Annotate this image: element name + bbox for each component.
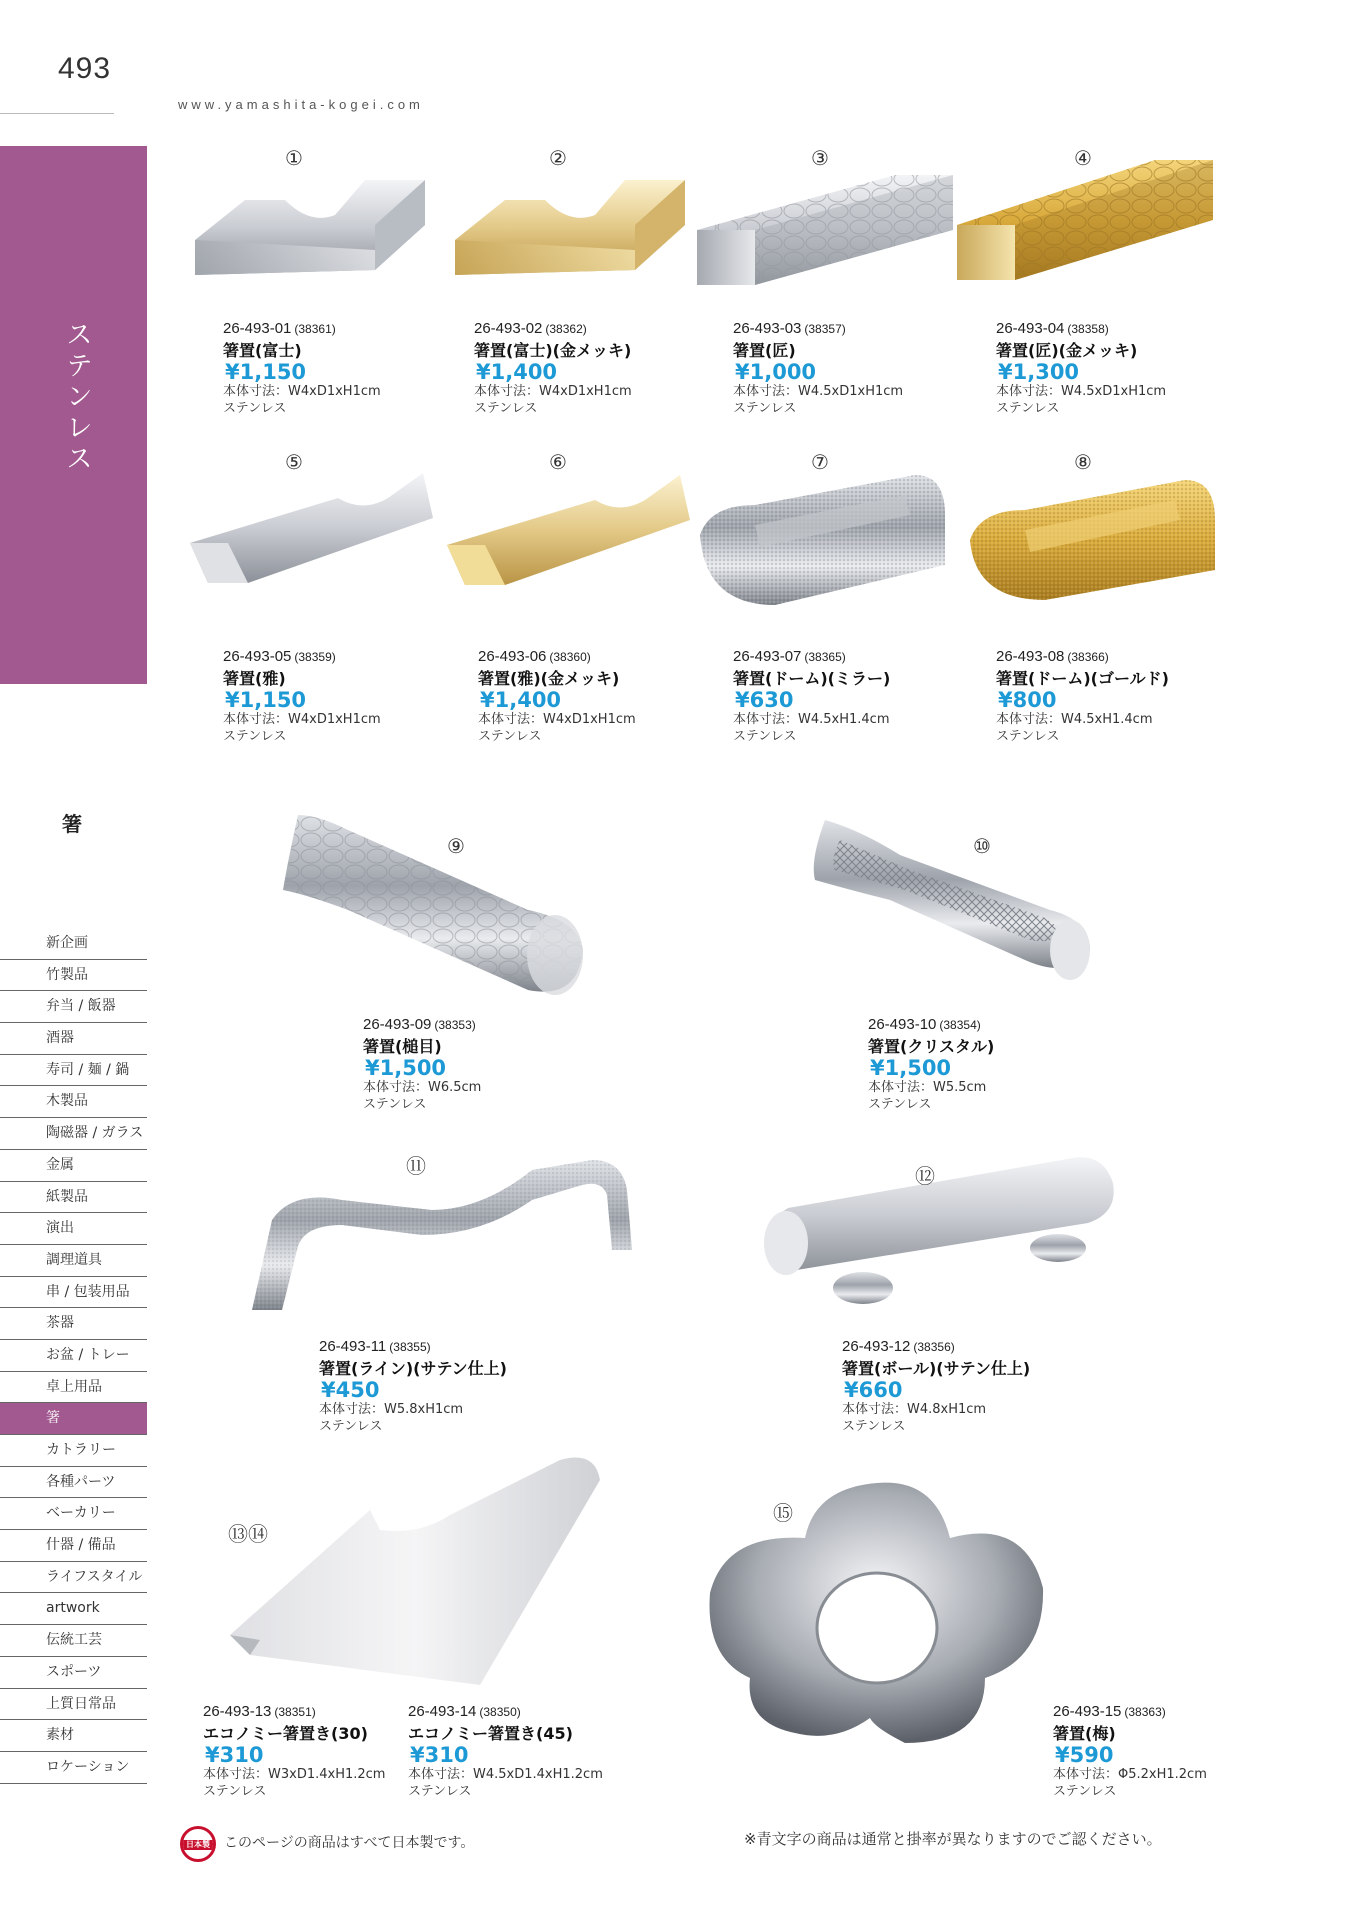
- product-price: ¥630: [735, 688, 794, 712]
- product-material: ステンレス: [223, 401, 287, 416]
- product-ref: (38360): [549, 650, 591, 664]
- product-name: 箸置(クリスタル): [868, 1037, 995, 1056]
- nav-item[interactable]: 茶器: [0, 1308, 147, 1340]
- product-material: ステンレス: [363, 1097, 427, 1112]
- product-price: ¥1,150: [225, 360, 307, 384]
- product-dimensions: 本体寸法：W4xD1xH1cm: [478, 712, 636, 727]
- product-price: ¥590: [1055, 1743, 1114, 1767]
- product-code: 26-493-09 (38353): [363, 1016, 476, 1033]
- product-card[interactable]: [223, 648, 381, 745]
- product-name: 箸置(富士): [223, 341, 302, 360]
- product-photo-11: [232, 1140, 642, 1320]
- product-code: 26-493-13 (38351): [203, 1703, 316, 1720]
- product-name: 箸置(梅): [1053, 1724, 1116, 1743]
- product-code: 26-493-08 (38366): [996, 648, 1109, 665]
- product-price: ¥310: [205, 1743, 264, 1767]
- product-code: 26-493-05 (38359): [223, 648, 336, 665]
- product-material: ステンレス: [868, 1097, 932, 1112]
- product-price: ¥310: [410, 1743, 469, 1767]
- nav-item[interactable]: 演出: [0, 1213, 147, 1245]
- product-price: ¥450: [321, 1378, 380, 1402]
- product-ref: (38361): [294, 322, 336, 336]
- product-number: ⑩: [973, 834, 991, 858]
- side-nav: [0, 928, 147, 1784]
- product-code: 26-493-14 (38350): [408, 1703, 521, 1720]
- product-code: 26-493-06 (38360): [478, 648, 591, 665]
- nav-item[interactable]: 寿司 / 麺 / 鍋: [0, 1055, 147, 1087]
- product-code: 26-493-10 (38354): [868, 1016, 981, 1033]
- nav-item[interactable]: 竹製品: [0, 960, 147, 992]
- product-dimensions: 本体寸法：W4.5xD1xH1cm: [996, 384, 1167, 399]
- product-dimensions: 本体寸法：W4.5xH1.4cm: [996, 712, 1153, 727]
- nav-item[interactable]: 箸: [0, 1403, 147, 1435]
- product-material: ステンレス: [223, 729, 287, 744]
- nav-item[interactable]: 木製品: [0, 1086, 147, 1118]
- footer-note-left: このページの商品はすべて日本製です。: [224, 1835, 475, 1851]
- nav-item[interactable]: 卓上用品: [0, 1372, 147, 1404]
- nav-item[interactable]: 金属: [0, 1150, 147, 1182]
- product-name: 箸置(匠): [733, 341, 796, 360]
- product-photo-03: [695, 155, 955, 305]
- product-price: ¥800: [998, 688, 1057, 712]
- product-price: ¥1,150: [225, 688, 307, 712]
- product-card[interactable]: [478, 648, 636, 745]
- product-dimensions: 本体寸法：W4xD1xH1cm: [474, 384, 632, 399]
- nav-item[interactable]: お盆 / トレー: [0, 1340, 147, 1372]
- nav-item[interactable]: 紙製品: [0, 1182, 147, 1214]
- product-number: ⑮: [773, 1501, 793, 1525]
- product-number: ②: [549, 146, 567, 170]
- product-card[interactable]: [1053, 1703, 1207, 1800]
- nav-item[interactable]: ロケーション: [0, 1752, 147, 1784]
- nav-item[interactable]: 各種パーツ: [0, 1467, 147, 1499]
- product-photo-07: [695, 455, 955, 615]
- page-number: 493: [58, 52, 112, 85]
- product-number: ③: [811, 146, 829, 170]
- product-name: エコノミー箸置き(45): [408, 1724, 573, 1743]
- product-name: 箸置(雅)(金メッキ): [478, 669, 620, 688]
- product-material: ステンレス: [733, 401, 797, 416]
- product-number: ⑫: [915, 1164, 935, 1188]
- product-number: ④: [1074, 146, 1092, 170]
- product-dimensions: 本体寸法：W4.5xD1.4xH1.2cm: [408, 1767, 603, 1782]
- product-code: 26-493-02 (38362): [474, 320, 587, 337]
- nav-item[interactable]: 伝統工芸: [0, 1625, 147, 1657]
- product-photo-08: [965, 460, 1225, 610]
- product-dimensions: 本体寸法：W4.8xH1cm: [842, 1402, 987, 1417]
- product-ref: (38366): [1067, 650, 1109, 664]
- product-material: ステンレス: [478, 729, 542, 744]
- product-name: 箸置(雅): [223, 669, 286, 688]
- product-dimensions: 本体寸法：W6.5cm: [363, 1080, 482, 1095]
- product-material: ステンレス: [1053, 1784, 1117, 1799]
- product-price: ¥1,500: [870, 1056, 952, 1080]
- product-number: ⑧: [1074, 450, 1092, 474]
- product-ref: (38358): [1067, 322, 1109, 336]
- product-price: ¥1,500: [365, 1056, 447, 1080]
- product-material: ステンレス: [408, 1784, 472, 1799]
- product-dimensions: 本体寸法：W4.5xH1.4cm: [733, 712, 890, 727]
- nav-item[interactable]: 串 / 包装用品: [0, 1277, 147, 1309]
- product-card[interactable]: [474, 320, 632, 417]
- product-name: 箸置(ドーム)(ゴールド): [996, 669, 1169, 688]
- product-photo-01: [185, 170, 435, 310]
- nav-item[interactable]: カトラリー: [0, 1435, 147, 1467]
- product-name: 箸置(富士)(金メッキ): [474, 341, 632, 360]
- product-ref: (38350): [479, 1705, 521, 1719]
- product-photo-12: [758, 1148, 1148, 1308]
- product-number: ⑤: [285, 450, 303, 474]
- product-material: ステンレス: [996, 401, 1060, 416]
- product-code: 26-493-03 (38357): [733, 320, 846, 337]
- product-card[interactable]: [408, 1703, 603, 1800]
- product-card[interactable]: [996, 648, 1169, 745]
- product-name: 箸置(ライン)(サテン仕上): [319, 1359, 507, 1378]
- nav-item[interactable]: 弁当 / 飯器: [0, 991, 147, 1023]
- product-name: 箸置(槌目): [363, 1037, 442, 1056]
- product-photo-04: [955, 150, 1215, 300]
- product-card[interactable]: [733, 320, 903, 417]
- nav-item[interactable]: 上質日常品: [0, 1689, 147, 1721]
- product-photo-09: [278, 800, 608, 1000]
- product-number: ⑪: [406, 1154, 426, 1178]
- product-card[interactable]: [868, 1016, 994, 1113]
- product-material: ステンレス: [733, 729, 797, 744]
- product-photo-10: [800, 810, 1100, 990]
- product-photo-05: [188, 468, 438, 608]
- product-card[interactable]: [319, 1338, 507, 1435]
- product-ref: (38357): [804, 322, 846, 336]
- category-label: ステンレス: [61, 320, 92, 475]
- footer-note-right: ※青文字の商品は通常と掛率が異なりますのでご認ください。: [744, 1830, 1162, 1848]
- nav-item[interactable]: 什器 / 備品: [0, 1530, 147, 1562]
- nav-item[interactable]: 新企画: [0, 928, 147, 960]
- product-code: 26-493-11 (38355): [319, 1338, 431, 1355]
- product-price: ¥1,400: [476, 360, 558, 384]
- product-price: ¥1,400: [480, 688, 562, 712]
- product-code: 26-493-01 (38361): [223, 320, 336, 337]
- product-name: 箸置(ボール)(サテン仕上): [842, 1359, 1031, 1378]
- product-material: ステンレス: [203, 1784, 267, 1799]
- made-in-japan-badge: 日本製: [180, 1826, 216, 1862]
- product-material: ステンレス: [319, 1419, 383, 1434]
- product-name: 箸置(匠)(金メッキ): [996, 341, 1138, 360]
- nav-item[interactable]: 陶磁器 / ガラス: [0, 1118, 147, 1150]
- product-material: ステンレス: [996, 729, 1060, 744]
- nav-item[interactable]: ライフスタイル: [0, 1562, 147, 1594]
- product-dimensions: 本体寸法：W4.5xD1xH1cm: [733, 384, 904, 399]
- product-card[interactable]: [733, 648, 890, 745]
- nav-item[interactable]: artwork: [0, 1593, 147, 1625]
- nav-item[interactable]: 調理道具: [0, 1245, 147, 1277]
- page-number-divider: [0, 113, 114, 114]
- product-number: ①: [285, 146, 303, 170]
- product-dimensions: 本体寸法：Φ5.2xH1.2cm: [1053, 1767, 1207, 1782]
- product-price: ¥1,000: [735, 360, 817, 384]
- product-ref: (38363): [1124, 1705, 1166, 1719]
- product-code: 26-493-04 (38358): [996, 320, 1109, 337]
- product-ref: (38351): [274, 1705, 316, 1719]
- product-code: 26-493-12 (38356): [842, 1338, 955, 1355]
- product-photo-02: [445, 170, 695, 310]
- nav-item[interactable]: 酒器: [0, 1023, 147, 1055]
- product-number: ⑨: [447, 834, 465, 858]
- product-ref: (38362): [545, 322, 587, 336]
- product-ref: (38365): [804, 650, 846, 664]
- product-photo-13-14: [220, 1440, 610, 1690]
- product-material: ステンレス: [474, 401, 538, 416]
- product-number: ⑬⑭: [228, 1522, 268, 1546]
- product-material: ステンレス: [842, 1419, 906, 1434]
- product-code: 26-493-07 (38365): [733, 648, 846, 665]
- product-ref: (38356): [913, 1340, 955, 1354]
- product-ref: (38353): [434, 1018, 476, 1032]
- product-photo-06: [445, 470, 695, 610]
- nav-item[interactable]: 素材: [0, 1720, 147, 1752]
- product-photo-15: [705, 1478, 1050, 1748]
- nav-item[interactable]: スポーツ: [0, 1657, 147, 1689]
- product-dimensions: 本体寸法：W3xD1.4xH1.2cm: [203, 1767, 386, 1782]
- product-name: 箸置(ドーム)(ミラー): [733, 669, 891, 688]
- product-code: 26-493-15 (38363): [1053, 1703, 1166, 1720]
- product-ref: (38359): [294, 650, 336, 664]
- nav-item[interactable]: ベーカリー: [0, 1498, 147, 1530]
- product-ref: (38355): [389, 1340, 431, 1354]
- product-dimensions: 本体寸法：W5.8xH1cm: [319, 1402, 464, 1417]
- product-number: ⑥: [549, 450, 567, 474]
- product-dimensions: 本体寸法：W4xD1xH1cm: [223, 712, 381, 727]
- product-card[interactable]: [363, 1016, 481, 1113]
- product-ref: (38354): [939, 1018, 981, 1032]
- product-card[interactable]: [203, 1703, 385, 1800]
- product-price: ¥660: [844, 1378, 903, 1402]
- product-card[interactable]: [842, 1338, 1030, 1435]
- website-url[interactable]: www.yamashita-kogei.com: [178, 97, 424, 112]
- subcategory-label: 箸: [62, 812, 82, 836]
- product-dimensions: 本体寸法：W4xD1xH1cm: [223, 384, 381, 399]
- product-card[interactable]: [996, 320, 1166, 417]
- product-name: エコノミー箸置き(30): [203, 1724, 368, 1743]
- product-price: ¥1,300: [998, 360, 1080, 384]
- product-dimensions: 本体寸法：W5.5cm: [868, 1080, 987, 1095]
- product-number: ⑦: [811, 450, 829, 474]
- product-card[interactable]: [223, 320, 381, 417]
